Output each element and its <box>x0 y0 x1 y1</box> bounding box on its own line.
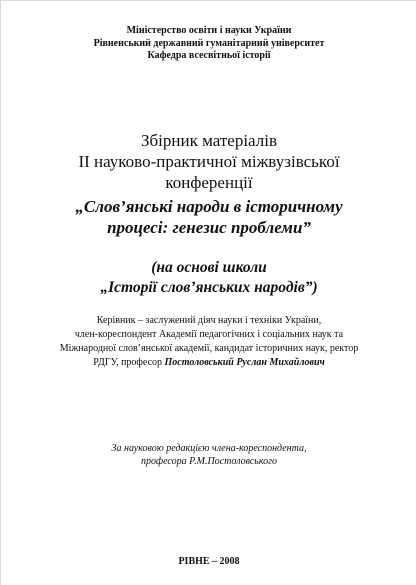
leader-line-1: Керівник – заслужений діяч науки і техніки України, <box>96 315 322 326</box>
collection-heading <box>21 130 397 193</box>
editor-note <box>21 442 397 468</box>
school-line-2: „Історії слов’янських народів”) <box>100 279 318 296</box>
department-name: Кафедра всесвітньої історії <box>147 50 271 61</box>
leader-line-2: член-кореспондент Академії педагогічних і соціальних наук та <box>74 329 344 340</box>
collection-line-2: ІІ науково-практичної міжвузівської <box>78 152 340 171</box>
school-subtitle <box>21 258 397 298</box>
leader-line-4 <box>37 356 381 370</box>
collection-line-1: Збірник матеріалів <box>141 131 277 150</box>
editor-line-2: професора Р.М.Постоловського <box>140 456 278 467</box>
conference-title-line-2: процесі: генезис проблеми” <box>107 218 311 237</box>
leader-title: РДГУ, професор <box>93 357 165 368</box>
leader-info <box>37 314 381 370</box>
school-line-1: (на основі школи <box>151 259 267 276</box>
conference-title-line-1: „Слов’янські народи в історичному <box>75 197 343 216</box>
institution-header <box>1 25 416 63</box>
ministry-name: Міністерство освіти і науки України <box>126 25 292 36</box>
place-year: РІВНЕ – 2008 <box>178 556 240 567</box>
conference-title <box>21 196 397 238</box>
editor-line-1: За науковою редакцією члена-кореспондента, <box>111 443 307 454</box>
leader-name: Постоловський Руслан Михайлович <box>164 357 325 368</box>
leader-line-3: Міжнародної слов’янської академії, кандидат історичних наук, ректор <box>59 343 359 354</box>
university-name: Рівненський державний гуманітарний університет <box>93 37 325 49</box>
collection-line-3: конференції <box>165 173 253 192</box>
